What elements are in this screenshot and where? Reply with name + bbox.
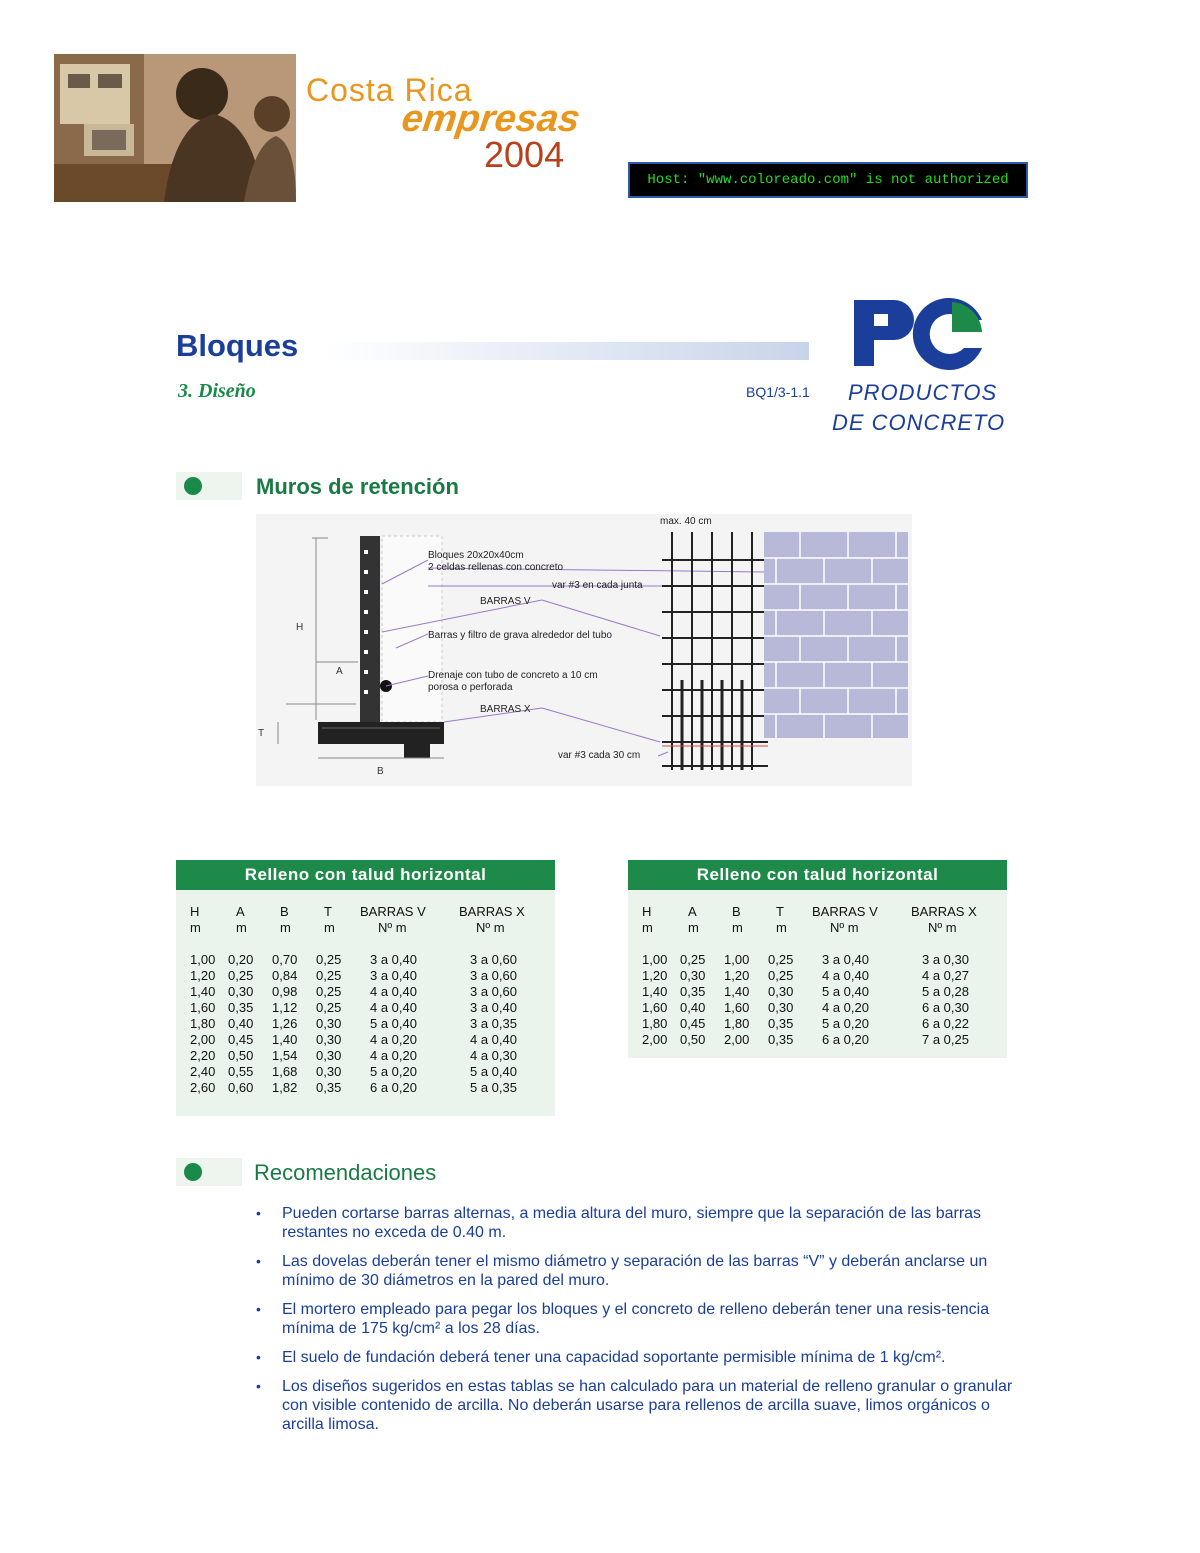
table-cell: 0,40	[680, 1000, 706, 1015]
table-header: Relleno con talud horizontal	[176, 860, 555, 890]
host-not-authorized-box: Host: "www.coloreado.com" is not authorized	[628, 162, 1028, 198]
table-cell: 0,35	[228, 1000, 254, 1015]
label-filtro: Barras y filtro de grava alrededor del tubo	[428, 630, 612, 641]
brand-empresas: empresas	[399, 98, 583, 140]
table-cell: 1,40	[190, 984, 216, 999]
table-cell: 6 a 0,20	[822, 1032, 869, 1047]
table-cell: 5 a 0,20	[822, 1016, 869, 1031]
table-cell: 0,30	[768, 984, 794, 999]
table-cell: 4 a 0,40	[370, 1000, 417, 1015]
unit-barras-x: Nº m	[476, 920, 505, 935]
table-cell: 1,60	[724, 1000, 750, 1015]
table-cell: 0,30	[316, 1032, 342, 1047]
table-cell: 3 a 0,40	[822, 952, 869, 967]
table-cell: 0,35	[768, 1032, 794, 1047]
table-cell: 5 a 0,40	[470, 1064, 517, 1079]
col-a: A	[688, 904, 697, 919]
table-cell: 1,00	[642, 952, 668, 967]
table-cell: 2,00	[642, 1032, 668, 1047]
table-cell: 0,25	[316, 968, 342, 983]
table-row	[628, 1032, 1007, 1048]
table-cell: 1,68	[272, 1064, 298, 1079]
table-cell: 5 a 0,40	[370, 1016, 417, 1031]
label-var-junta: var #3 en cada junta	[552, 580, 643, 591]
unit-t: m	[324, 920, 335, 935]
table-cell: 0,55	[228, 1064, 254, 1079]
table-row	[176, 1064, 555, 1080]
table-cell: 1,54	[272, 1048, 298, 1063]
table-cell: 0,60	[228, 1080, 254, 1095]
table-cell: 3 a 0,35	[470, 1016, 517, 1031]
bullet-icon: •	[256, 1253, 261, 1269]
table-cell: 0,35	[316, 1080, 342, 1095]
dim-t-label: T	[258, 728, 265, 739]
list-item-text: Pueden cortarse barras alternas, a media altura del muro, siempre que la separación de las barras restantes no exceda de 0.40 m.	[282, 1205, 982, 1241]
table-cell: 4 a 0,27	[922, 968, 969, 983]
table-row	[176, 1080, 555, 1096]
table-cell: 0,30	[316, 1016, 342, 1031]
table-cell: 0,30	[316, 1064, 342, 1079]
unit-barras-v: Nº m	[378, 920, 407, 935]
table-cell: 0,50	[680, 1032, 706, 1047]
col-barras-x: BARRAS X	[459, 904, 525, 919]
recommendations-list	[256, 1204, 1016, 1444]
table-cell: 0,84	[272, 968, 298, 983]
table-cell: 3 a 0,40	[370, 952, 417, 967]
table-row	[628, 952, 1007, 968]
label-drenaje: Drenaje con tubo de concreto a 10 cm	[428, 670, 598, 681]
bullet-icon: •	[256, 1349, 261, 1365]
list-item-text: Las dovelas deberán tener el mismo diámetro y separación de las barras “V” y deberán anclarse un mínimo de 30 diámetros en la pared del muro.	[282, 1253, 988, 1289]
table-cell: 0,30	[316, 1048, 342, 1063]
brand-costa-rica: Costa Rica	[306, 72, 473, 108]
table-row	[628, 1000, 1007, 1016]
table-cell: 3 a 0,60	[470, 968, 517, 983]
unit-h: m	[190, 920, 201, 935]
table-cell: 0,50	[228, 1048, 254, 1063]
section-title-recomendaciones: Recomendaciones	[254, 1160, 437, 1185]
table-cell: 1,60	[642, 1000, 668, 1015]
table-cell: 0,25	[316, 1000, 342, 1015]
col-barras-x: BARRAS X	[911, 904, 977, 919]
table-cell: 2,40	[190, 1064, 216, 1079]
table-cell: 2,60	[190, 1080, 216, 1095]
table-row	[176, 1016, 555, 1032]
table-cell: 3 a 0,40	[370, 968, 417, 983]
section-bullet-icon	[184, 477, 202, 495]
table-cell: 0,35	[680, 984, 706, 999]
table-cell: 1,26	[272, 1016, 298, 1031]
label-barras-v: BARRAS V	[480, 596, 531, 607]
table-cell: 1,82	[272, 1080, 298, 1095]
table-cell: 3 a 0,40	[470, 1000, 517, 1015]
table-cell: 1,12	[272, 1000, 298, 1015]
label-celdas: 2 celdas rellenas con concreto	[428, 562, 564, 573]
table-cell: 4 a 0,20	[822, 1000, 869, 1015]
table-row	[176, 968, 555, 984]
table-cell: 0,30	[768, 1000, 794, 1015]
table-cell: 0,25	[316, 952, 342, 967]
col-a: A	[236, 904, 245, 919]
table-row	[628, 1016, 1007, 1032]
list-item-text: El mortero empleado para pegar los bloques y el concreto de relleno deberán tener una resis-tencia mínima de 175 kg/cm² a los 28 días.	[282, 1301, 990, 1337]
unit-t: m	[776, 920, 787, 935]
pc-logo-icon	[848, 298, 990, 370]
table-cell: 7 a 0,25	[922, 1032, 969, 1047]
table-units	[628, 920, 1007, 936]
table-column-headers	[628, 904, 1007, 920]
table-cell: 4 a 0,20	[370, 1032, 417, 1047]
table-cell: 1,80	[642, 1016, 668, 1031]
col-h: H	[190, 904, 200, 919]
unit-a: m	[236, 920, 247, 935]
list-item	[256, 1252, 1016, 1290]
table-cell: 4 a 0,40	[370, 984, 417, 999]
list-item-text: El suelo de fundación deberá tener una capacidad soportante permisible mínima de 1 kg/cm².	[282, 1349, 946, 1366]
table-cell: 6 a 0,20	[370, 1080, 417, 1095]
col-b: B	[280, 904, 289, 919]
table-row	[176, 1048, 555, 1064]
unit-barras-x: Nº m	[928, 920, 957, 935]
col-h: H	[642, 904, 652, 919]
label-barras-x: BARRAS X	[480, 704, 531, 715]
table-cell: 5 a 0,20	[370, 1064, 417, 1079]
table-cell: 0,70	[272, 952, 298, 967]
col-t: T	[324, 904, 332, 919]
table-body	[628, 952, 1007, 1048]
logo-text-productos: PRODUCTOS	[848, 380, 998, 405]
table-row	[628, 984, 1007, 1000]
table-row	[176, 1032, 555, 1048]
table-cell: 1,40	[272, 1032, 298, 1047]
table-cell: 1,80	[190, 1016, 216, 1031]
table-cell: 4 a 0,40	[470, 1032, 517, 1047]
table-cell: 4 a 0,30	[470, 1048, 517, 1063]
table-row	[176, 1000, 555, 1016]
list-item	[256, 1348, 1016, 1367]
table-cell: 2,20	[190, 1048, 216, 1063]
bullet-icon: •	[256, 1301, 261, 1317]
unit-b: m	[280, 920, 291, 935]
table-cell: 1,00	[724, 952, 750, 967]
table-relleno-left	[176, 860, 555, 1116]
unit-b: m	[732, 920, 743, 935]
table-cell: 2,00	[190, 1032, 216, 1047]
table-cell: 6 a 0,30	[922, 1000, 969, 1015]
table-units	[176, 920, 555, 936]
table-cell: 3 a 0,60	[470, 952, 517, 967]
title-gradient-bar	[325, 342, 809, 360]
unit-a: m	[688, 920, 699, 935]
logo-text-de-concreto: DE CONCRETO	[832, 410, 1006, 435]
label-bloques: Bloques 20x20x40cm	[428, 550, 524, 561]
table-row	[628, 968, 1007, 984]
table-cell: 0,30	[228, 984, 254, 999]
table-cell: 1,40	[642, 984, 668, 999]
document-code: BQ1/3-1.1	[746, 384, 810, 400]
page-title: Bloques	[176, 328, 299, 363]
col-t: T	[776, 904, 784, 919]
table-cell: 5 a 0,35	[470, 1080, 517, 1095]
table-column-headers	[176, 904, 555, 920]
unit-barras-v: Nº m	[830, 920, 859, 935]
table-cell: 0,25	[680, 952, 706, 967]
table-cell: 0,25	[228, 968, 254, 983]
table-cell: 1,20	[724, 968, 750, 983]
table-cell: 0,45	[680, 1016, 706, 1031]
table-cell: 1,20	[642, 968, 668, 983]
table-body	[176, 952, 555, 1096]
unit-h: m	[642, 920, 653, 935]
label-var-30: var #3 cada 30 cm	[558, 750, 641, 761]
table-cell: 5 a 0,40	[822, 984, 869, 999]
col-barras-v: BARRAS V	[812, 904, 878, 919]
dim-h-label: H	[296, 622, 304, 633]
bullet-icon: •	[256, 1378, 261, 1394]
bullet-icon: •	[256, 1205, 261, 1221]
page-subtitle: 3. Diseño	[178, 380, 256, 402]
section-bullet-icon	[184, 1163, 202, 1181]
label-max-40: max. 40 cm	[660, 516, 712, 527]
table-cell: 0,40	[228, 1016, 254, 1031]
list-item	[256, 1300, 1016, 1338]
table-cell: 4 a 0,20	[370, 1048, 417, 1063]
table-row	[176, 984, 555, 1000]
col-b: B	[732, 904, 741, 919]
table-cell: 0,25	[316, 984, 342, 999]
table-cell: 1,80	[724, 1016, 750, 1031]
list-item	[256, 1204, 1016, 1242]
retaining-wall-diagram	[256, 514, 912, 786]
table-cell: 0,25	[768, 952, 794, 967]
table-row	[176, 952, 555, 968]
table-cell: 6 a 0,22	[922, 1016, 969, 1031]
table-cell: 0,30	[680, 968, 706, 983]
banner-photo	[54, 54, 296, 202]
table-cell: 2,00	[724, 1032, 750, 1047]
table-cell: 4 a 0,40	[822, 968, 869, 983]
table-cell: 1,00	[190, 952, 216, 967]
table-cell: 0,25	[768, 968, 794, 983]
table-cell: 1,60	[190, 1000, 216, 1015]
col-barras-v: BARRAS V	[360, 904, 426, 919]
table-cell: 1,40	[724, 984, 750, 999]
dim-a-label: A	[336, 666, 343, 677]
list-item-text: Los diseños sugeridos en estas tablas se han calculado para un material de relleno granular o granular con visible contenido de arcilla. No deberán usarse para rellenos de arcilla suave, limos orgánicos o arcilla limosa.	[282, 1378, 1013, 1433]
dim-b-label: B	[377, 766, 384, 777]
table-cell: 5 a 0,28	[922, 984, 969, 999]
table-relleno-right	[628, 860, 1007, 1058]
section-title-muros: Muros de retención	[256, 474, 459, 499]
table-cell: 0,35	[768, 1016, 794, 1031]
table-cell: 0,20	[228, 952, 254, 967]
table-header: Relleno con talud horizontal	[628, 860, 1007, 890]
table-cell: 3 a 0,60	[470, 984, 517, 999]
table-cell: 1,20	[190, 968, 216, 983]
brand-year: 2004	[484, 134, 565, 175]
table-cell: 3 a 0,30	[922, 952, 969, 967]
table-cell: 0,45	[228, 1032, 254, 1047]
list-item	[256, 1377, 1016, 1434]
label-porosa: porosa o perforada	[428, 682, 513, 693]
table-cell: 0,98	[272, 984, 298, 999]
